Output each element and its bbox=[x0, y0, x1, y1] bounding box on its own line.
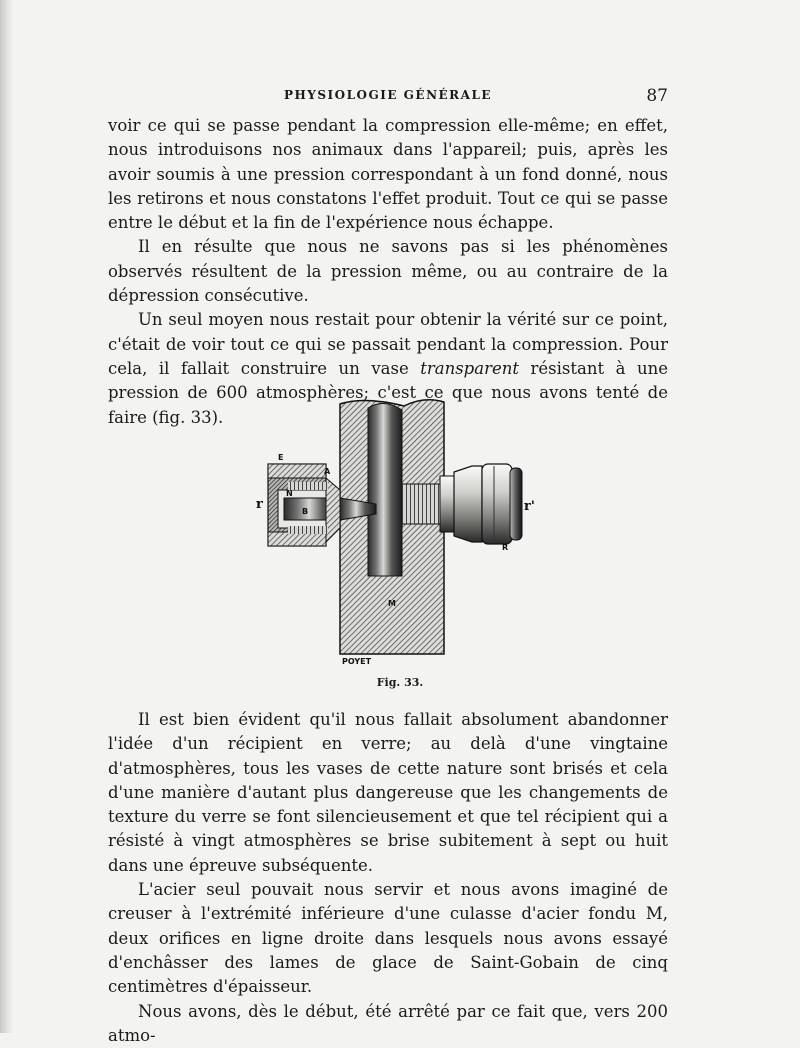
vertical-bore bbox=[368, 403, 402, 576]
right-end-cap bbox=[510, 468, 522, 540]
page-header bbox=[108, 86, 668, 108]
engraver-signature: POYET bbox=[342, 657, 372, 666]
figure-33-apparatus bbox=[254, 398, 554, 668]
label-r-left: r bbox=[256, 497, 263, 512]
left-nut-top bbox=[268, 464, 326, 478]
label-m: M bbox=[388, 599, 396, 608]
label-a: A bbox=[324, 467, 331, 476]
paragraph-2: Il en résulte que nous ne savons pas si les phénomènes observés résultent de la pression même, ou au contraire de la dépression consécutive. bbox=[108, 237, 668, 306]
label-n: N bbox=[286, 489, 293, 498]
paragraph-6: Nous avons, dès le début, été arrêté par ce fait que, vers 200 atmo- bbox=[108, 1001, 668, 1045]
right-screw-body bbox=[440, 476, 454, 532]
page-edge-shadow bbox=[0, 0, 14, 1033]
label-b: B bbox=[302, 507, 309, 516]
label-r-right: r' bbox=[524, 499, 535, 514]
figure-caption: Fig. 33. bbox=[376, 676, 424, 689]
right-hex-nut bbox=[454, 466, 482, 542]
left-thread-bottom bbox=[288, 526, 328, 534]
text-block-top bbox=[108, 114, 668, 430]
paragraph-5: L'acier seul pouvait nous servir et nous avons imaginé de creuser à l'extrémité inférieure d'une culasse d'acier fondu M, deux orifices en ligne droite dans lesquels nous avons essayé d'enchâsser des lames de glace de Saint-Gobain de cinq centimètres d'épaisseur. bbox=[108, 880, 668, 997]
paragraph-3-before: Un seul moyen nous restait pour obtenir la vérité sur ce point, c'était de voir tout ce qui se passait pendant la compression. Pour cela, il fallait construire un vase bbox=[108, 310, 668, 378]
paragraph-1: voir ce qui se passe pendant la compression elle-même; en effet, nous introduisons nos animaux dans l'appareil; puis, après les avoir soumis à une pression correspondant à un fond donné, nous les retirons et nous constatons l'effet produit. Tout ce qui se passe entre le début et la fin de l'expérience nous échappe. bbox=[108, 116, 668, 233]
italic-transparent: transparent bbox=[420, 358, 519, 378]
right-screw-thread bbox=[402, 484, 444, 524]
label-big-r: R bbox=[502, 543, 509, 552]
page-number: 87 bbox=[646, 86, 668, 106]
right-nut-r bbox=[482, 464, 512, 544]
left-cone-a bbox=[326, 478, 340, 542]
paragraph-4: Il est bien évident qu'il nous fallait absolument abandonner l'idée d'un récipient en verre; au delà d'une vingtaine d'atmosphères, tous les vases de cette nature sont brisés et cela d'une manière d'autant plus dangereuse que les changements de texture du verre se font silencieusement et que tel récipient qui a résisté à vingt atmosphères se brise subitement à sept ou huit dans une épreuve subséquente. bbox=[108, 710, 668, 875]
left-thread-top bbox=[288, 482, 328, 490]
label-e: E bbox=[278, 453, 284, 462]
text-block-bottom bbox=[108, 708, 668, 1048]
running-head: PHYSIOLOGIE GÉNÉRALE bbox=[283, 88, 493, 102]
paragraph-3-after: résistant à une pression de 600 atmosphères; c'est ce que nous avons tenté de faire (fig. 33). bbox=[108, 358, 668, 427]
left-nut-bottom bbox=[268, 532, 326, 546]
